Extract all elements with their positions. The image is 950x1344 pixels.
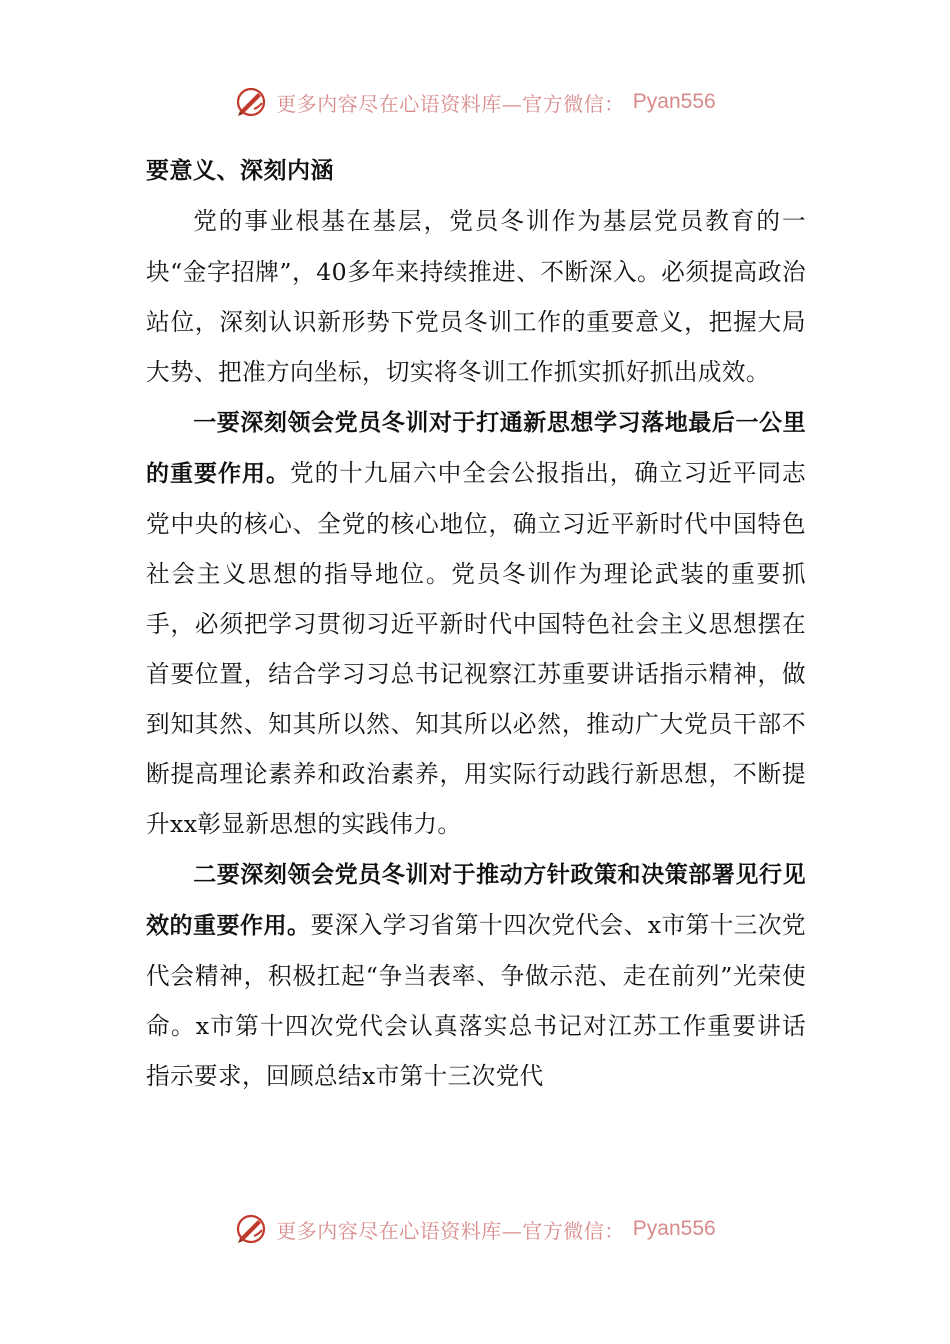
paragraph-point-one [146,397,806,849]
watermark-text: 更多内容尽在心语资料库—官方微信： [276,1218,625,1243]
paragraph-lead: 二要深刻领会党员冬训对于推动方针政策和决策部署见行见效的重要作用。 [146,862,806,939]
paragraph-point-two [146,849,806,1101]
paragraph-text: 党的十九届六中全会公报指出，确立习近平同志党中央的核心、全党的核心地位，确立习近平新时代中国特色社会主义思想的指导地位。党员冬训作为理论武装的重要抓手，必须把学习贯彻习近平新时代中国特色社会主义思想摆在首要位置，结合学习习总书记视察江苏重要讲话指示精神，做到知其然、知其所以然、知其所以必然，推动广大党员干部不断提高理论素养和政治素养，用实际行动践行新思想，不断提升xx彰显新思想的实践伟力。 [146,459,806,838]
paragraph-text: 要深入学习省第十四次党代会、x市第十三次党代会精神，积极扛起“争当表率、争做示范、走在前列”光荣使命。x市第十四次党代会认真落实总书记对江苏工作重要讲话指示要求，回顾总结x市第十三次党代 [146,911,806,1090]
pen-logo-icon [234,85,268,119]
paragraph-intro [146,196,806,397]
paragraph-lead: 一要深刻领会党员冬训对于打通新思想学习落地最后一公里的重要作用。 [146,410,806,487]
pen-logo-icon [234,1212,268,1246]
watermark-handle: Pyan556 [632,90,716,113]
watermark-banner-top [0,82,950,122]
watermark-handle: Pyan556 [632,1217,716,1240]
section-heading-fragment: 要意义、深刻内涵 [146,158,334,184]
paragraph-text: 党的事业根基在基层，党员冬训作为基层党员教育的一块“金字招牌”，40多年来持续推进、不断深入。必须提高政治站位，深刻认识新形势下党员冬训工作的重要意义，把握大局大势、把准方向坐标，切实将冬训工作抓实抓好抓出成效。 [146,207,806,386]
document-body [146,146,806,1101]
watermark-banner-bottom [0,1209,950,1249]
watermark-text: 更多内容尽在心语资料库—官方微信： [276,91,625,116]
